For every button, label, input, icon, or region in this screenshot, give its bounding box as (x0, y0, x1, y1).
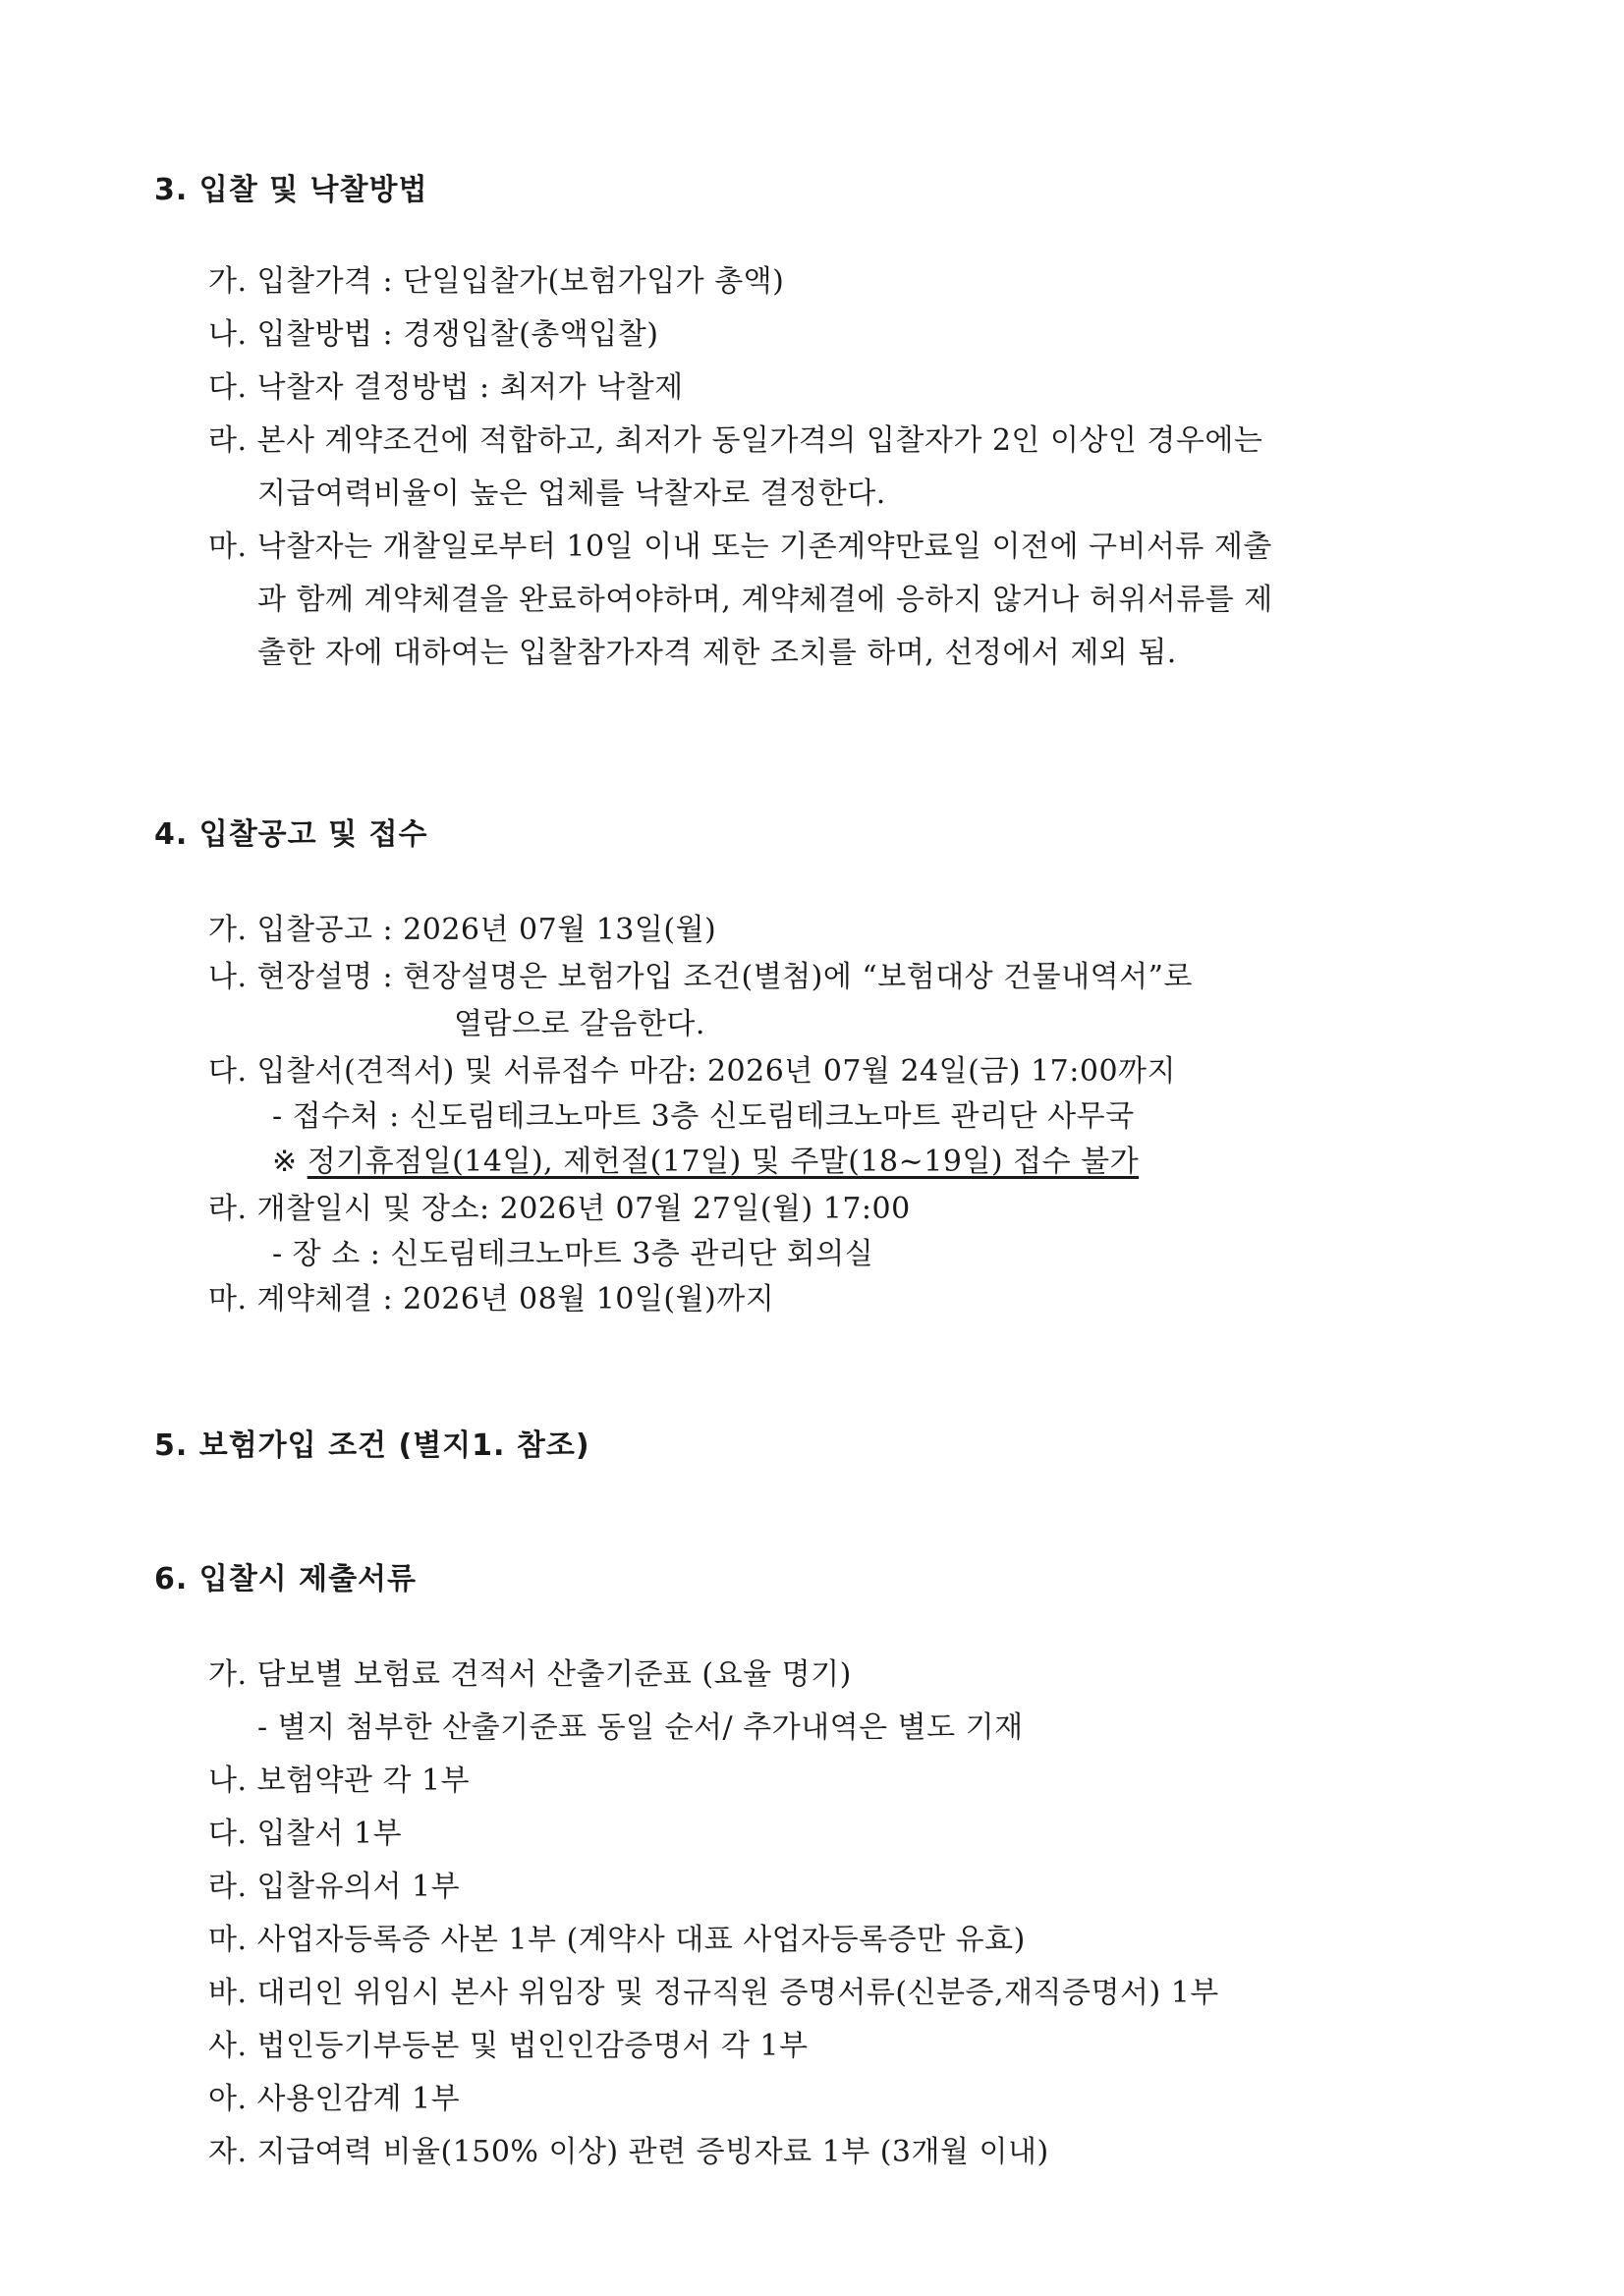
s6-item-ga-cont: - 별지 첨부한 산출기준표 동일 순서/ 추가내역은 별도 기재 (257, 1710, 1024, 1745)
s6-item-ba: 바. 대리인 위임시 본사 위임장 및 정규직원 증명서류(신분증,재직증명서) 1부 (208, 1976, 1219, 2010)
section-4-heading: 4. 입찰공고 및 접수 (154, 817, 428, 852)
s4-item-na: 나. 현장설명 : 현장설명은 보험가입 조건(별첨)에 “보험대상 건물내역서”로 (208, 960, 1193, 994)
s4-item-ma: 마. 계약체결 : 2026년 08월 10일(월)까지 (208, 1282, 775, 1316)
section-3-heading: 3. 입찰 및 낙찰방법 (154, 173, 428, 207)
s3-item-ma-cont-2: 출한 자에 대하여는 입찰참가자격 제한 조치를 하며, 선정에서 제외 됨. (257, 636, 1177, 670)
s6-item-a: 아. 사용인감계 1부 (208, 2082, 461, 2116)
s3-item-ga: 가. 입찰가격 : 단일입찰가(보험가입가 총액) (208, 264, 785, 299)
s3-item-ma-cont-1: 과 함께 계약체결을 완료하여야하며, 계약체결에 응하지 않거나 허위서류를 제 (257, 583, 1273, 617)
note-mark: ※ (272, 1145, 298, 1179)
s6-item-sa: 사. 법인등기부등본 및 법인인감증명서 각 1부 (208, 2029, 809, 2063)
s4-item-ra-place: - 장 소 : 신도림테크노마트 3층 관리단 회의실 (272, 1237, 874, 1271)
closed-days-note: 정기휴점일(14일), 제헌절(17일) 및 주말(18~19일) 접수 불가 (307, 1145, 1140, 1179)
s3-item-ra-cont: 지급여력비율이 높은 업체를 낙찰자로 결정한다. (257, 476, 886, 511)
s4-item-ra: 라. 개찰일시 및 장소: 2026년 07월 27일(월) 17:00 (208, 1192, 911, 1226)
s4-item-da: 다. 입찰서(견적서) 및 서류접수 마감: 2026년 07월 24일(금) 17:00까지 (208, 1054, 1176, 1089)
s4-item-da-reception: - 접수처 : 신도림테크노마트 3층 신도림테크노마트 관리단 사무국 (272, 1099, 1135, 1134)
s6-item-ga: 가. 담보별 보험료 견적서 산출기준표 (요율 명기) (208, 1657, 852, 1692)
s6-item-ma: 마. 사업자등록증 사본 1부 (계약사 대표 사업자등록증만 유효) (208, 1923, 1026, 1957)
section-5-heading: 5. 보험가입 조건 (별지1. 참조) (154, 1428, 590, 1463)
s6-item-ja: 자. 지급여력 비율(150% 이상) 관련 증빙자료 1부 (3개월 이내) (208, 2135, 1049, 2169)
s4-item-na-cont: 열람으로 갈음한다. (454, 1007, 705, 1041)
s6-item-da: 다. 입찰서 1부 (208, 1817, 403, 1851)
s3-item-ra: 라. 본사 계약조건에 적합하고, 최저가 동일가격의 입찰자가 2인 이상인 경우에는 (208, 423, 1263, 458)
s3-item-na: 나. 입찰방법 : 경쟁입찰(총액입찰) (208, 317, 659, 352)
s4-item-ga: 가. 입찰공고 : 2026년 07월 13일(월) (208, 913, 717, 947)
s3-item-ma: 마. 낙찰자는 개찰일로부터 10일 이내 또는 기존계약만료일 이전에 구비서류 제출 (208, 530, 1272, 564)
s3-item-da: 다. 낙찰자 결정방법 : 최저가 낙찰제 (208, 370, 684, 405)
section-6-heading: 6. 입찰시 제출서류 (154, 1562, 418, 1596)
s4-item-da-note (272, 1145, 1140, 1179)
s6-item-ra: 라. 입찰유의서 1부 (208, 1870, 461, 1904)
s6-item-na: 나. 보험약관 각 1부 (208, 1764, 471, 1798)
